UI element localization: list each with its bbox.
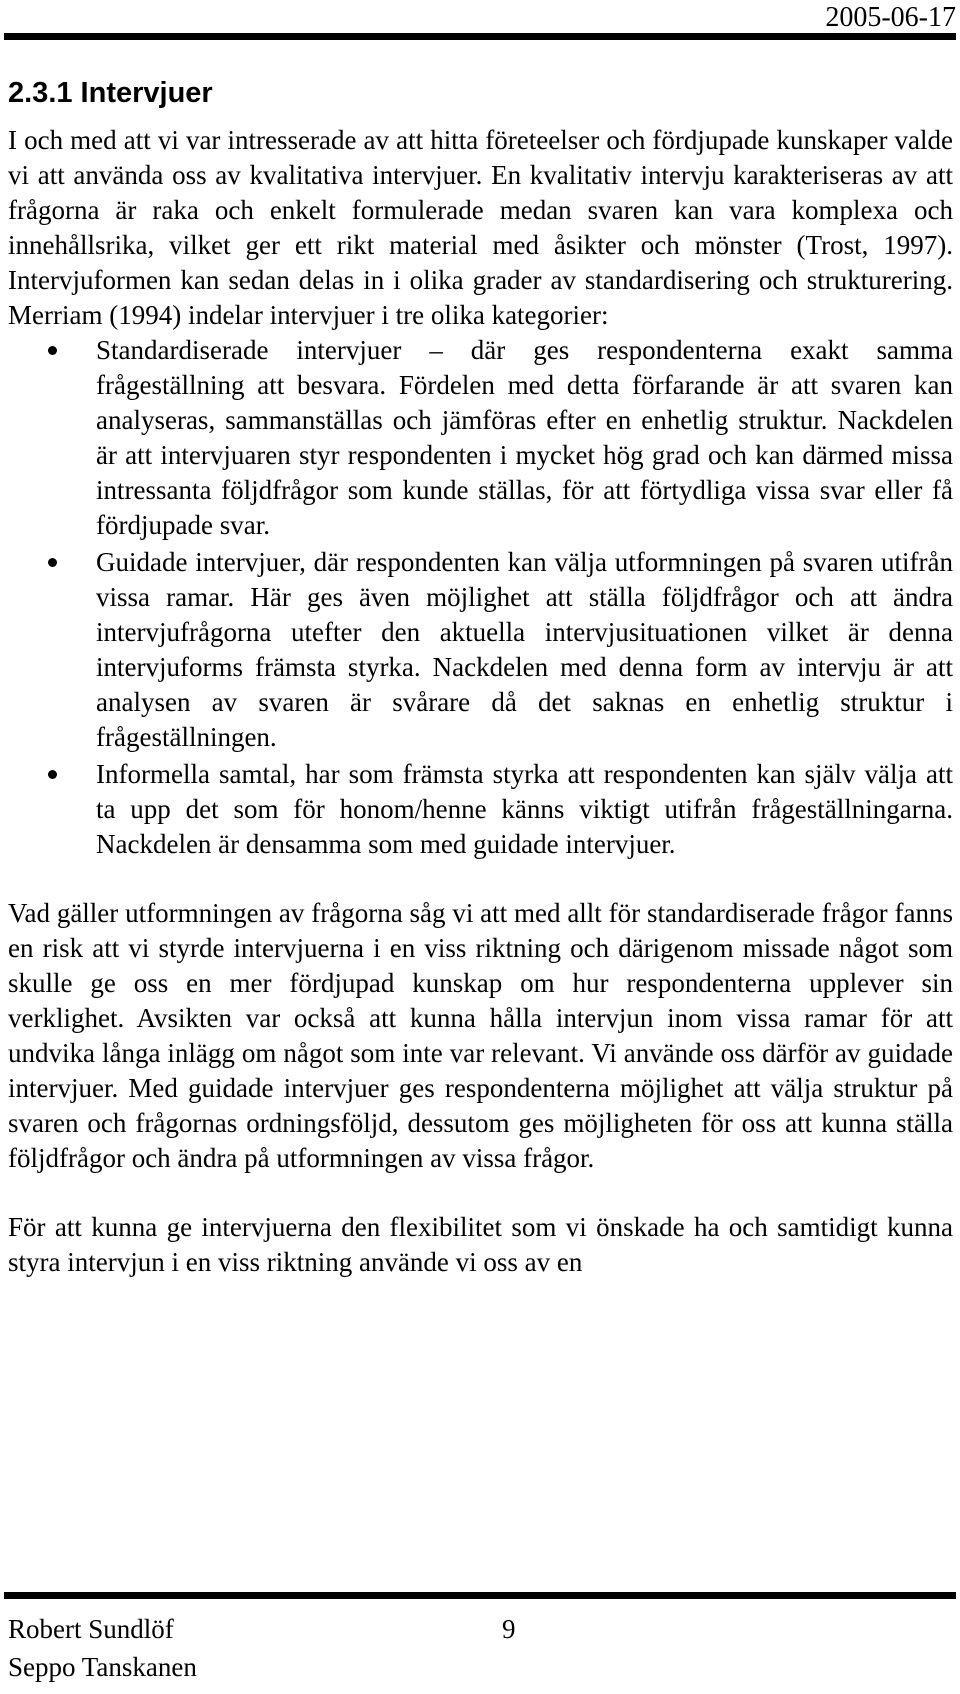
- header-rule: [4, 33, 956, 40]
- list-item: [8, 757, 953, 862]
- body-paragraph: För att kunna ge intervjuerna den flexibilitet som vi önskade ha och samtidigt kunna styra intervjun i en viss riktning använde vi oss av en: [8, 1212, 953, 1277]
- intro-paragraph: I och med att vi var intresserade av att hitta företeelser och fördjupade kunskaper valde vi att använda oss av kvalitativa intervjuer. En kvalitativ intervju karakteriseras av att frågorna är raka och enkelt formulerade medan svaren kan vara komplexa och innehållsrika, vilket ger ett rikt material med åsikter och mönster (Trost, 1997). Intervjuformen kan sedan delas in i olika grader av standardisering och strukturering. Merriam (1994) indelar intervjuer i tre olika kategorier:: [8, 125, 953, 330]
- header-date: 2005-06-17: [825, 2, 956, 33]
- paragraph-spacer: [8, 1176, 953, 1210]
- bullet-icon: [48, 770, 57, 779]
- list-item-text: Informella samtal, har som främsta styrka att respondenten kan själv välja att ta upp det som för honom/henne känns viktigt utifrån frågeställningarna. Nackdelen är densamma som med guidade intervjuer.: [96, 759, 953, 859]
- bullet-icon: [48, 346, 57, 355]
- list-item: [8, 333, 953, 543]
- list-item-text: Standardiserade intervjuer – där ges respondenterna exakt samma frågeställning att besvara. Fördelen med detta förfarande är att svaren kan analyseras, sammanställas och jämföras efter en enhetlig struktur. Nackdelen är att intervjuaren styr respondenten i mycket hög grad och kan därmed missa intressanta följdfrågor som kunde ställas, för att förtydliga vissa svar eller få fördjupade svar.: [96, 335, 953, 540]
- bullet-icon: [48, 558, 57, 567]
- footer-rule: [4, 1592, 956, 1599]
- interview-types-list: [8, 333, 953, 862]
- page-number: 9: [502, 1614, 516, 1644]
- list-item: [8, 545, 953, 755]
- footer-author: Robert Sundlöf: [8, 1614, 174, 1644]
- paragraph-spacer: [8, 862, 953, 896]
- document-body: [8, 123, 953, 1280]
- list-item-text: Guidade intervjuer, där respondenten kan välja utformningen på svaren utifrån vissa ramar. Här ges även möjlighet att ställa följdfrågor och att ändra intervjufrågorna utefter den aktuella intervjusituationen vilket är denna intervjuforms främsta styrka. Nackdelen med denna form av intervju är att analysen av svaren är svårare då det saknas en enhetlig struktur i frågeställningen.: [96, 547, 953, 752]
- section-heading: 2.3.1 Intervjuer: [8, 77, 213, 109]
- body-paragraph: Vad gäller utformningen av frågorna såg vi att med allt för standardiserade frågor fanns en risk att vi styrde intervjuerna i en viss riktning och därigenom missade något som skulle ge oss en mer fördjupad kunskap om hur respondenterna upplever sin verklighet. Avsikten var också att kunna hålla intervjun inom vissa ramar för att undvika långa inlägg om något som inte var relevant. Vi använde oss därför av guidade intervjuer. Med guidade intervjuer ges respondenterna möjlighet att välja struktur på svaren och frågornas ordningsföljd, dessutom ges möjligheten för oss att kunna ställa följdfrågor och ändra på utformningen av vissa frågor.: [8, 898, 953, 1173]
- footer-author: Seppo Tanskanen: [8, 1652, 197, 1682]
